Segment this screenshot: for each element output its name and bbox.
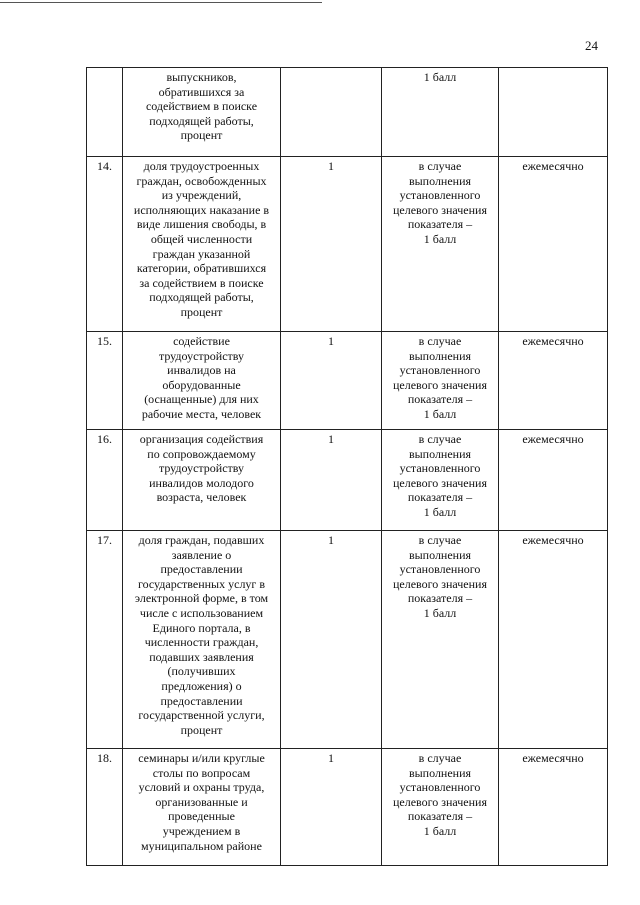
desc-line: за содействием в поиске: [139, 275, 264, 290]
periodicity-cell: ежемесячно: [499, 332, 608, 430]
condition-line: выполнения: [408, 173, 472, 188]
desc-line: подходящей работы,: [149, 290, 254, 305]
indicator-name-cell: [123, 531, 281, 749]
condition-line: 1 балл: [423, 231, 457, 246]
page-number: 24: [585, 38, 598, 53]
condition-line: выполнения: [408, 446, 472, 461]
periodicity-cell: ежемесячно: [499, 531, 608, 749]
condition-line: установленного: [399, 562, 481, 577]
condition-line: выполнения: [408, 765, 472, 780]
indicator-value-cell: 1: [281, 157, 382, 332]
score-condition-cell: [382, 68, 499, 157]
desc-line: доля граждан, подавших: [138, 533, 265, 547]
row-number-cell: [87, 68, 123, 157]
condition-line: целевого значения: [392, 475, 487, 490]
score-condition-cell: [382, 332, 499, 430]
periodicity-cell: [499, 68, 608, 157]
condition-line: целевого значения: [392, 794, 487, 809]
condition-line: в случае: [418, 334, 462, 348]
desc-line: учреждением в: [162, 823, 241, 838]
indicator-name-cell: [123, 749, 281, 866]
condition-line: 1 балл: [423, 605, 457, 620]
condition-line: показателя –: [407, 392, 473, 407]
table-row: [87, 332, 608, 430]
indicator-value-cell: 1: [281, 531, 382, 749]
table-row: [87, 68, 608, 157]
condition-line: установленного: [399, 780, 481, 795]
table-row: [87, 531, 608, 749]
desc-line: выпускников,: [166, 70, 237, 84]
desc-line: общей численности: [150, 231, 253, 246]
desc-line: (оснащенные) для них: [144, 392, 259, 407]
periodicity-cell: ежемесячно: [499, 749, 608, 866]
desc-line: категории, обратившихся: [136, 261, 267, 276]
desc-line: рабочие места, человек: [141, 406, 262, 421]
condition-line: выполнения: [408, 547, 472, 562]
desc-line: из учреждений,: [161, 188, 242, 203]
indicator-value-cell: [281, 68, 382, 157]
condition-line: в случае: [418, 751, 462, 765]
condition-line: целевого значения: [392, 202, 487, 217]
indicator-name-cell: [123, 68, 281, 157]
desc-line: числе с использованием: [139, 605, 264, 620]
table-body: [87, 68, 608, 866]
table-row: [87, 749, 608, 866]
condition-line: 1 балл: [423, 70, 457, 84]
desc-line: муниципальном районе: [141, 838, 262, 853]
condition-line: показателя –: [407, 809, 473, 824]
indicator-name-cell: [123, 430, 281, 531]
indicator-name-cell: [123, 157, 281, 332]
desc-line: инвалидов молодого: [149, 475, 254, 490]
condition-line: в случае: [418, 533, 462, 547]
desc-line: электронной форме, в том: [134, 591, 269, 606]
desc-line: заявление о: [171, 547, 232, 562]
indicator-value-cell: 1: [281, 749, 382, 866]
desc-line: процент: [180, 128, 223, 143]
desc-line: предложения) о: [161, 678, 242, 693]
desc-line: возраста, человек: [156, 490, 247, 505]
indicator-value-cell: 1: [281, 332, 382, 430]
row-number-cell: 14.: [87, 157, 123, 332]
periodicity-cell: ежемесячно: [499, 157, 608, 332]
condition-line: 1 балл: [423, 406, 457, 421]
condition-line: 1 балл: [423, 823, 457, 838]
desc-line: подходящей работы,: [149, 113, 254, 128]
desc-line: организованные и: [155, 794, 248, 809]
desc-line: семинары и/или круглые: [138, 751, 265, 765]
condition-line: установленного: [399, 363, 481, 378]
condition-line: 1 балл: [423, 504, 457, 519]
row-number-cell: 16.: [87, 430, 123, 531]
table-row: [87, 157, 608, 332]
desc-line: организация содействия: [139, 432, 264, 446]
score-condition-cell: [382, 749, 499, 866]
desc-line: процент: [180, 304, 223, 319]
desc-line: столы по вопросам: [152, 765, 251, 780]
desc-line: проведенные: [168, 809, 235, 824]
condition-line: установленного: [399, 188, 481, 203]
indicator-name-cell: [123, 332, 281, 430]
desc-line: подавших заявления: [149, 649, 254, 664]
condition-line: показателя –: [407, 591, 473, 606]
desc-line: виде лишения свободы, в: [136, 217, 267, 232]
desc-line: предоставлении: [160, 693, 243, 708]
desc-line: оборудованные: [162, 377, 241, 392]
condition-line: установленного: [399, 461, 481, 476]
score-condition-cell: [382, 157, 499, 332]
desc-line: трудоустройству: [158, 461, 245, 476]
desc-line: граждан, освобожденных: [136, 173, 267, 188]
desc-line: Единого портала, в: [152, 620, 251, 635]
indicator-value-cell: 1: [281, 430, 382, 531]
desc-line: численности граждан,: [144, 635, 259, 650]
desc-line: условий и охраны труда,: [138, 780, 265, 795]
condition-line: показателя –: [407, 490, 473, 505]
top-divider: [0, 2, 322, 3]
table-row: [87, 430, 608, 531]
condition-line: в случае: [418, 159, 462, 173]
row-number-cell: 15.: [87, 332, 123, 430]
desc-line: по сопровождаемому: [147, 446, 256, 461]
row-number-cell: 18.: [87, 749, 123, 866]
score-condition-cell: [382, 430, 499, 531]
score-condition-cell: [382, 531, 499, 749]
desc-line: трудоустройству: [158, 348, 245, 363]
desc-line: содействие: [173, 334, 230, 348]
condition-line: целевого значения: [392, 576, 487, 591]
desc-line: доля трудоустроенных: [143, 159, 260, 173]
desc-line: инвалидов на: [167, 363, 236, 378]
indicators-table: [86, 67, 608, 866]
row-number-cell: 17.: [87, 531, 123, 749]
desc-line: процент: [180, 722, 223, 737]
desc-line: предоставлении: [160, 562, 243, 577]
desc-line: государственной услуги,: [138, 708, 265, 723]
condition-line: выполнения: [408, 348, 472, 363]
desc-line: государственных услуг в: [137, 576, 266, 591]
desc-line: содействием в поиске: [145, 99, 258, 114]
desc-line: (получивших: [167, 664, 236, 679]
desc-line: граждан указанной: [152, 246, 251, 261]
condition-line: показателя –: [407, 217, 473, 232]
desc-line: исполняющих наказание в: [133, 202, 270, 217]
condition-line: целевого значения: [392, 377, 487, 392]
periodicity-cell: ежемесячно: [499, 430, 608, 531]
condition-line: в случае: [418, 432, 462, 446]
desc-line: обратившихся за: [158, 84, 245, 99]
